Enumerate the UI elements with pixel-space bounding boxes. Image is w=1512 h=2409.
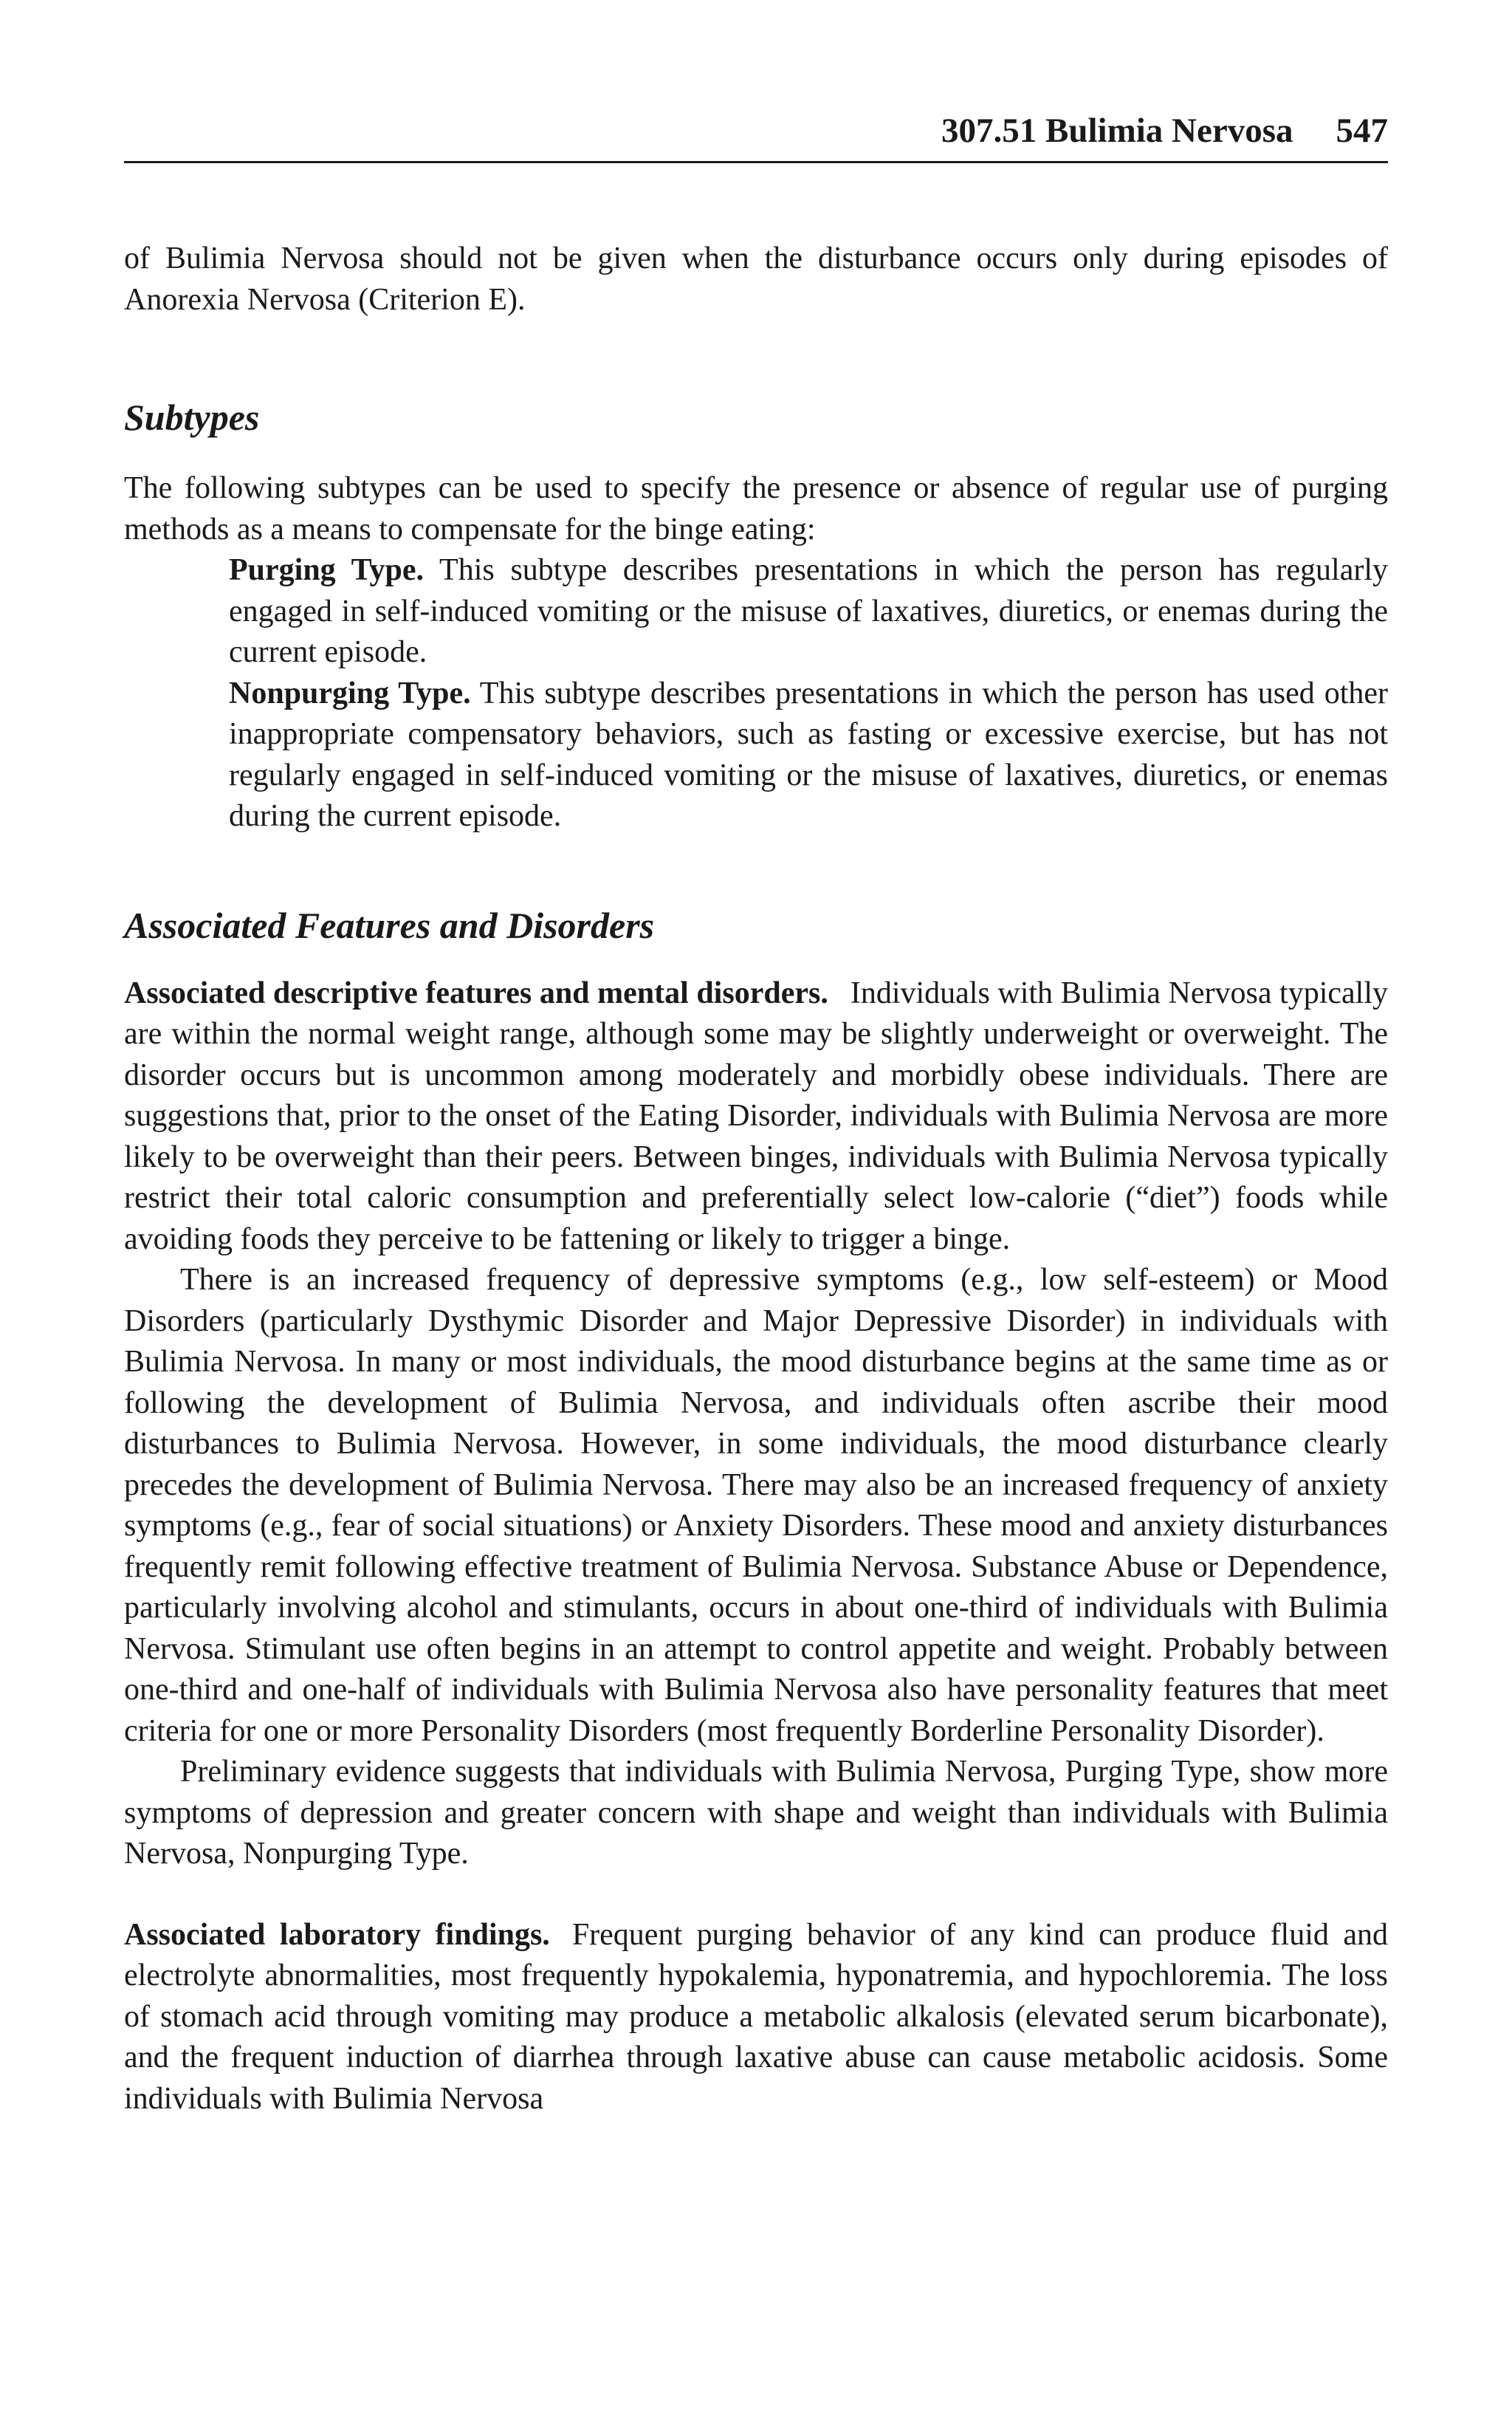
descriptive-features-label: Associated descriptive features and mental disorders. — [124, 976, 828, 1010]
nonpurging-type-text: This subtype describes presentations in which the person has used other inappropriate compensatory behaviors, such as fasting or excessive exercise, but has not regularly engaged in self-induced vomiting or the misuse of laxatives, diuretics, or enemas during the current episode. — [229, 676, 1388, 833]
nonpurging-type-entry — [229, 674, 1388, 837]
descriptive-features-text: Individuals with Bulimia Nervosa typically are within the normal weight range, although some may be slightly underweight or overweight. The disorder occurs but is uncommon among moderately and morbidly obese individuals. There are suggestions that, prior to the onset of the Eating Disorder, individuals with Bulimia Nervosa are more likely to be overweight than their peers. Between binges, individuals with Bulimia Nervosa typically restrict their total caloric consumption and preferentially select low-calorie (“diet”) foods while avoiding foods they perceive to be fattening or likely to trigger a binge. — [124, 976, 1388, 1256]
laboratory-findings-text: Frequent purging behavior of any kind can produce fluid and electrolyte abnormalities, most frequently hypokalemia, hyponatremia, and hypochloremia. The loss of stomach acid through vomiting may produce a metabolic alkalosis (elevated serum bicarbonate), and the frequent induction of diarrhea through laxative abuse can cause metabolic acidosis. Some individuals with Bulimia Nervosa — [124, 1917, 1389, 2116]
preliminary-evidence-paragraph: Preliminary evidence suggests that individuals with Bulimia Nervosa, Purging Type, show more symptoms of depression and greater concern with shape and weight than individuals with Bulimia Nervosa, Nonpurging Type. — [124, 1755, 1388, 1871]
laboratory-findings-paragraph — [124, 1915, 1388, 2120]
subtype-list — [229, 550, 1388, 837]
purging-type-entry — [229, 550, 1388, 674]
subtypes-intro-paragraph: The following subtypes can be used to specify the presence or absence of regular use of purging methods as a means to compensate for the binge eating: — [124, 471, 1388, 546]
nonpurging-type-label: Nonpurging Type. — [229, 676, 471, 710]
continued-paragraph: of Bulimia Nervosa should not be given when the disturbance occurs only during episodes of Anorexia Nervosa (Criterion E). — [124, 241, 1388, 317]
running-head-title: 307.51 Bulimia Nervosa — [941, 112, 1293, 150]
laboratory-findings-label: Associated laboratory findings. — [124, 1917, 550, 1952]
document-page — [124, 111, 1388, 2120]
associated-features-heading: Associated Features and Disorders — [124, 904, 655, 946]
purging-type-text: This subtype describes presentations in which the person has regularly engaged in self-induced vomiting or the misuse of laxatives, diuretics, or enemas during the current episode. — [229, 553, 1389, 669]
subtypes-heading: Subtypes — [124, 397, 260, 438]
page-number: 547 — [1336, 112, 1388, 150]
purging-type-label: Purging Type. — [229, 553, 425, 587]
mood-disorders-paragraph: There is an increased frequency of depressive symptoms (e.g., low self-esteem) or Mood Disorders (particularly Dysthymic Disorder and Major Depressive Disorder) in individuals with Bulimia Nervosa. In many or most individuals, the mood disturbance begins at the same time as or following the development of Bulimia Nervosa, and individuals often ascribe their mood disturbances to Bulimia Nervosa. However, in some individuals, the mood disturbance clearly precedes the development of Bulimia Nervosa. There may also be an increased frequency of anxiety symptoms (e.g., fear of social situations) or Anxiety Disorders. These mood and anxiety disturbances frequently remit following effective treatment of Bulimia Nervosa. Substance Abuse or Dependence, particularly involving alcohol and stimulants, occurs in about one-third of individuals with Bulimia Nervosa. Stimulant use often begins in an attempt to control appetite and weight. Probably between one-third and one-half of individuals with Bulimia Nervosa also have personality features that meet criteria for one or more Personality Disorders (most frequently Borderline Personality Disorder). — [124, 1263, 1388, 1748]
running-head — [124, 111, 1388, 163]
descriptive-features-paragraph — [124, 973, 1388, 1261]
